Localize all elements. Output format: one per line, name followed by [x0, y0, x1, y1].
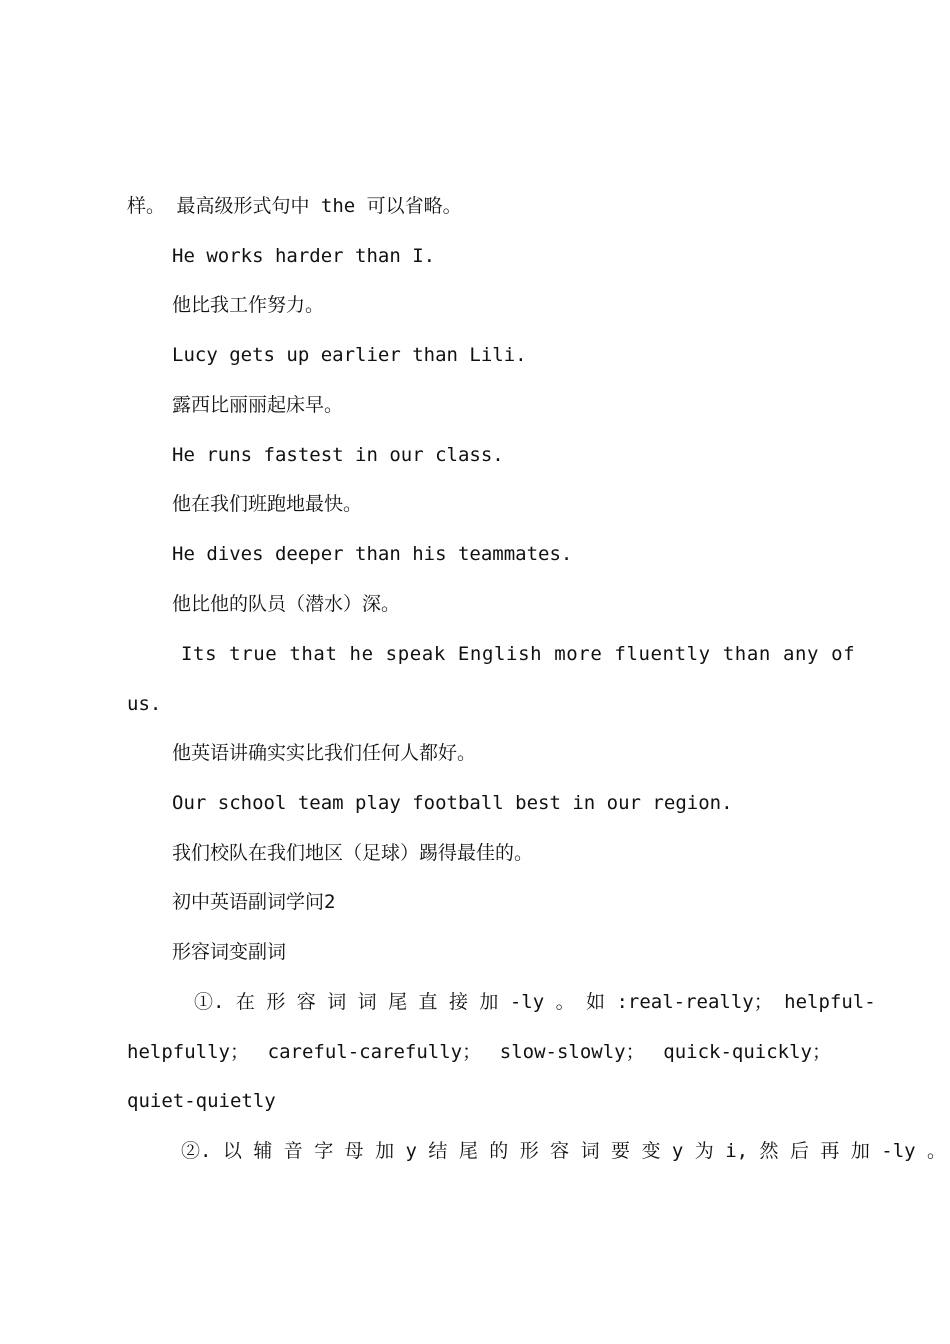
text-line: Our school team play football best in our region. [172, 792, 733, 814]
word: careful-carefully； [267, 1041, 482, 1063]
section-heading: 初中英语副词学问2 [172, 891, 336, 913]
text-line: us. [127, 693, 162, 715]
text-line: 他比我工作努力。 [172, 294, 325, 316]
text-line: quiet-quietly [127, 1090, 276, 1112]
text-line: He dives deeper than his teammates. [172, 543, 573, 565]
word: slow-slowly； [499, 1041, 645, 1063]
text-line: 样。 最高级形式句中 the 可以省略。 [127, 195, 462, 217]
text-line: Lucy gets up earlier than Lili. [172, 344, 527, 366]
text-line: Its true that he speak English more fluently than any of [181, 643, 856, 665]
text-line: 他在我们班跑地最快。 [172, 493, 363, 515]
word: quick-quickly； [663, 1041, 831, 1063]
text-line: 他英语讲确实实比我们任何人都好。 [172, 742, 477, 764]
subheading: 形容词变副词 [172, 941, 287, 963]
text-line: ①. 在 形 容 词 词 尾 直 接 加 -ly 。 如 :real-really； helpful- [194, 991, 876, 1013]
text-line: He works harder than I. [172, 245, 436, 267]
text-line: He runs fastest in our class. [172, 444, 504, 466]
text-line: 露西比丽丽起床早。 [172, 394, 344, 416]
text-line: 我们校队在我们地区（足球）踢得最佳的。 [172, 842, 534, 864]
text-line: 他比他的队员（潜水）深。 [172, 593, 401, 615]
text-line-justified [127, 1039, 831, 1065]
text-line: ②. 以 辅 音 字 母 加 y 结 尾 的 形 容 词 要 变 y 为 i, 然 后 再 加 -ly 。 [181, 1140, 947, 1162]
word: helpfully； [127, 1041, 249, 1063]
